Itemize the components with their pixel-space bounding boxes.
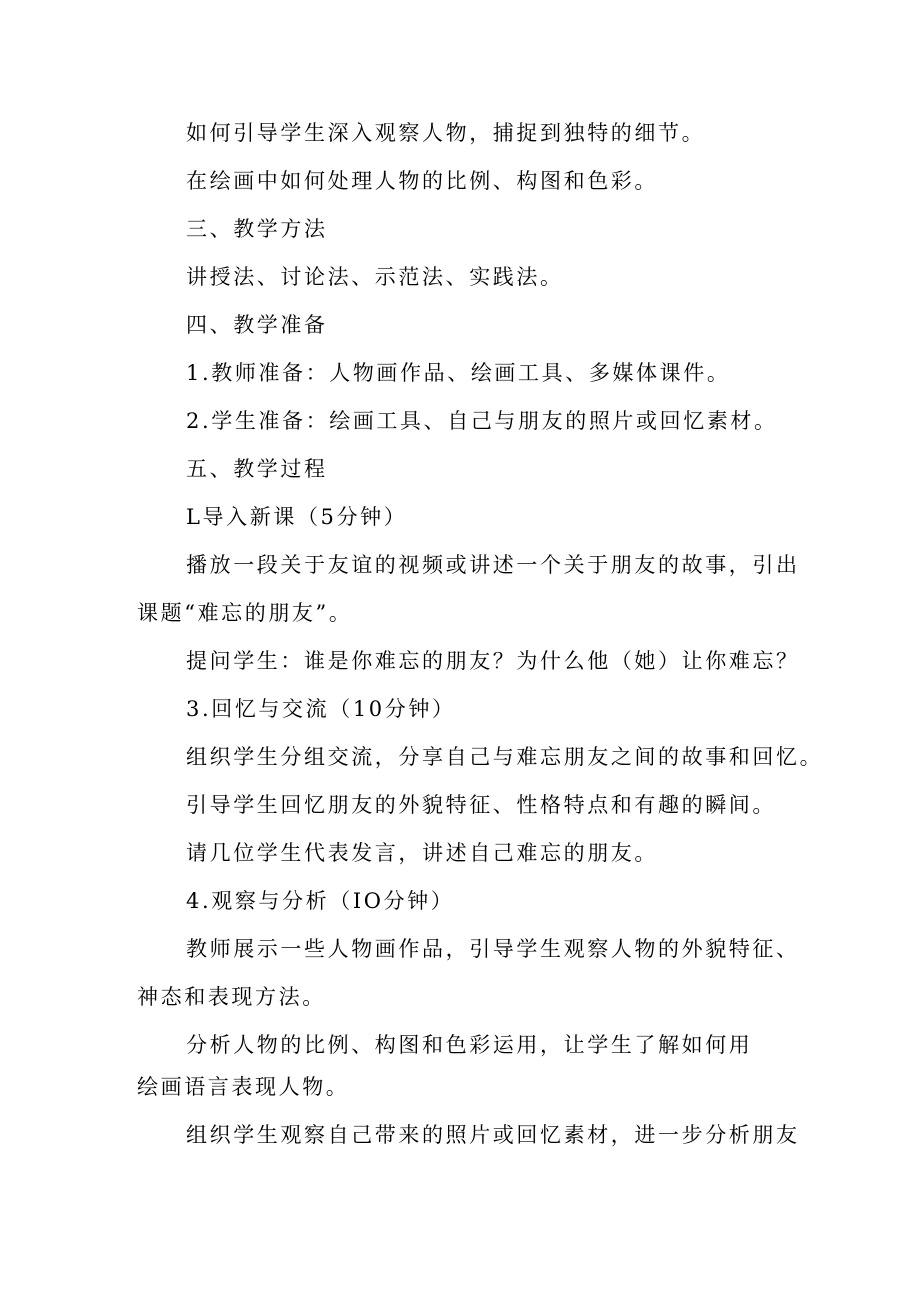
step-heading-intro: L导入新课（5分钟）: [186, 505, 408, 529]
text-line-group-exchange: 组织学生分组交流，分享自己与难忘朋友之间的故事和回忆。: [186, 745, 824, 769]
text-line-recall-features: 引导学生回忆朋友的外貌特征、性格特点和有趣的瞬间。: [186, 793, 776, 817]
text-line-teacher-prep: 1.教师准备：人物画作品、绘画工具、多媒体课件。: [186, 361, 731, 385]
step-heading-recall: 3.回忆与交流（10分钟）: [186, 697, 456, 721]
text-line-observe-details: 如何引导学生深入观察人物，捕捉到独特的细节。: [186, 121, 706, 145]
text-line-question: 提问学生：谁是你难忘的朋友？为什么他（她）让你难忘？: [186, 649, 800, 673]
text-line-proportion: 在绘画中如何处理人物的比例、构图和色彩。: [186, 169, 658, 193]
text-line-expression: 神态和表现方法。: [137, 985, 326, 1009]
text-line-show-works: 教师展示一些人物画作品，引导学生观察人物的外貌特征、: [186, 937, 800, 961]
text-line-topic: 课题“难忘的朋友”。: [137, 601, 353, 625]
text-line-observe-photos: 组织学生观察自己带来的照片或回忆素材，进一步分析朋友: [186, 1123, 800, 1147]
section-heading-methods: 三、教学方法: [186, 217, 328, 241]
step-heading-observe: 4.观察与分析（IO分钟）: [186, 889, 455, 913]
text-line-student-prep: 2.学生准备：绘画工具、自己与朋友的照片或回忆素材。: [186, 409, 778, 433]
text-line-analyze: 分析人物的比例、构图和色彩运用，让学生了解如何用: [186, 1033, 753, 1057]
section-heading-preparation: 四、教学准备: [186, 313, 328, 337]
section-heading-process: 五、教学过程: [186, 457, 328, 481]
text-line-painting-language: 绘画语言表现人物。: [137, 1075, 350, 1099]
text-line-methods: 讲授法、讨论法、示范法、实践法。: [186, 265, 564, 289]
text-line-play-video: 播放一段关于友谊的视频或讲述一个关于朋友的故事，引出: [186, 553, 800, 577]
text-line-speakers: 请几位学生代表发言，讲述自己难忘的朋友。: [186, 841, 658, 865]
